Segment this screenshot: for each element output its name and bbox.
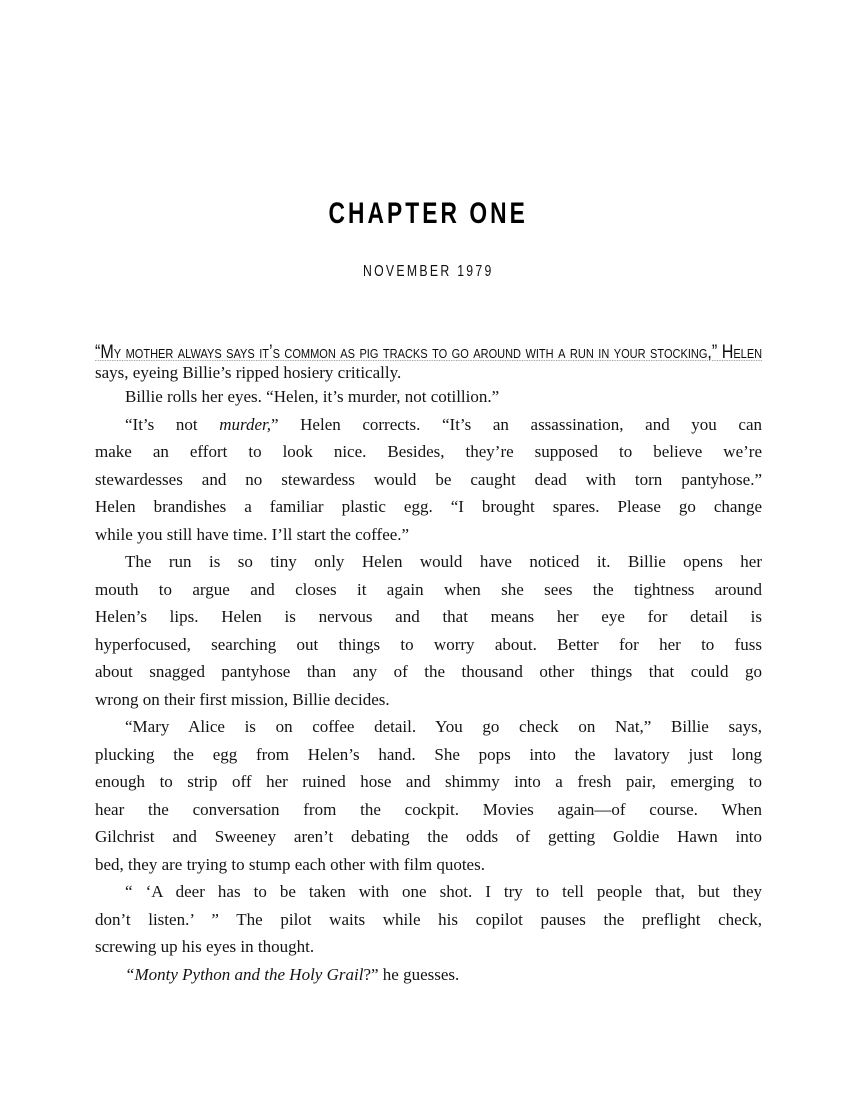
body-line <box>95 851 762 879</box>
text-segment: bed, they are trying to stump each other with film quotes. <box>95 854 485 874</box>
text-segment: make an effort to look nice. Besides, they’re supposed to believe we’re <box>95 442 762 461</box>
paragraph <box>95 713 762 878</box>
body-line <box>95 631 762 659</box>
text-segment: wrong on their first mission, Billie decides. <box>95 689 390 709</box>
body-line <box>95 878 762 906</box>
text-segment: “Mary Alice is on coffee detail. You go check on Nat,” Billie says, <box>125 717 762 736</box>
body-line <box>95 823 762 851</box>
text-segment: plucking the egg from Helen’s hand. She pops into the lavatory just long <box>95 744 762 764</box>
body-line <box>95 658 762 686</box>
chapter-date-text: NOVEMBER 1979 <box>363 263 494 280</box>
text-segment: ?” he guesses. <box>363 964 460 984</box>
paragraph <box>95 878 762 961</box>
body-line <box>95 603 762 631</box>
body-line <box>95 906 762 934</box>
body-line <box>95 768 762 796</box>
body-line <box>95 521 762 549</box>
body-line <box>95 383 762 411</box>
italic-text-segment: murder, <box>219 414 271 434</box>
text-segment: hyperfocused, searching out things to worry about. Better for her to fuss <box>95 634 762 654</box>
text-segment: mouth to argue and closes it again when she sees the tightness around <box>95 579 762 599</box>
body-line <box>95 686 762 714</box>
text-segment: Gilchrist and Sweeney aren’t debating the odds of getting Goldie Hawn into <box>95 827 762 846</box>
body-line <box>95 466 762 494</box>
body-paragraphs <box>95 383 762 988</box>
text-segment: screwing up his eyes in thought. <box>95 937 315 956</box>
text-segment: about snagged pantyhose than any of the thousand other things that could go <box>95 662 762 681</box>
opening-smallcaps-text: “My mother always says it’s common as pig tracks to go around with a run in your stocking,” Helen <box>95 342 763 363</box>
text-segment: hear the conversation from the cockpit. Movies again—of course. When <box>95 799 762 819</box>
body-line <box>95 713 762 741</box>
opening-smallcaps-line <box>95 343 762 362</box>
text-segment: “ ‘A deer has to be taken with one shot. I try to tell people that, but they <box>125 882 762 901</box>
paragraph <box>95 548 762 713</box>
text-segment: “It’s not <box>125 414 220 434</box>
body-line <box>95 796 762 824</box>
body-line <box>95 961 762 989</box>
text-segment: stewardesses and no stewardess would be caught dead with torn pantyhose.” <box>95 469 762 489</box>
body-line <box>95 741 762 769</box>
text-segment: Billie rolls her eyes. “Helen, it’s murder, not cotillion.” <box>125 387 500 406</box>
body-line <box>95 411 762 439</box>
text-segment: enough to strip off her ruined hose and shimmy into a fresh pair, emerging to <box>95 772 762 791</box>
body-line <box>95 933 762 961</box>
chapter-title-text: CHAPTER ONE <box>328 197 529 230</box>
paragraph <box>95 383 762 411</box>
italic-text-segment: “Monty Python and the Holy Grail <box>125 964 364 984</box>
opening-continuation-line: says, eyeing Billie’s ripped hosiery critically. <box>95 363 402 382</box>
text-segment: ” Helen corrects. “It’s an assassination, and you can <box>271 414 762 434</box>
chapter-date <box>95 263 762 280</box>
text-segment: while you still have time. I’ll start the coffee.” <box>95 524 410 544</box>
text-segment: don’t listen.’ ” The pilot waits while his copilot pauses the preflight check, <box>95 909 762 929</box>
body-line <box>95 493 762 521</box>
text-segment: Helen’s lips. Helen is nervous and that means her eye for detail is <box>95 607 762 626</box>
text-segment: The run is so tiny only Helen would have noticed it. Billie opens her <box>125 552 762 571</box>
body-line <box>95 576 762 604</box>
body-line <box>95 438 762 466</box>
paragraph <box>95 411 762 549</box>
text-segment: Helen brandishes a familiar plastic egg. “I brought spares. Please go change <box>95 497 762 516</box>
text-column <box>95 0 762 988</box>
paragraph <box>95 961 762 989</box>
body-line <box>95 548 762 576</box>
chapter-title <box>95 197 762 230</box>
opening-paragraph <box>95 343 762 383</box>
